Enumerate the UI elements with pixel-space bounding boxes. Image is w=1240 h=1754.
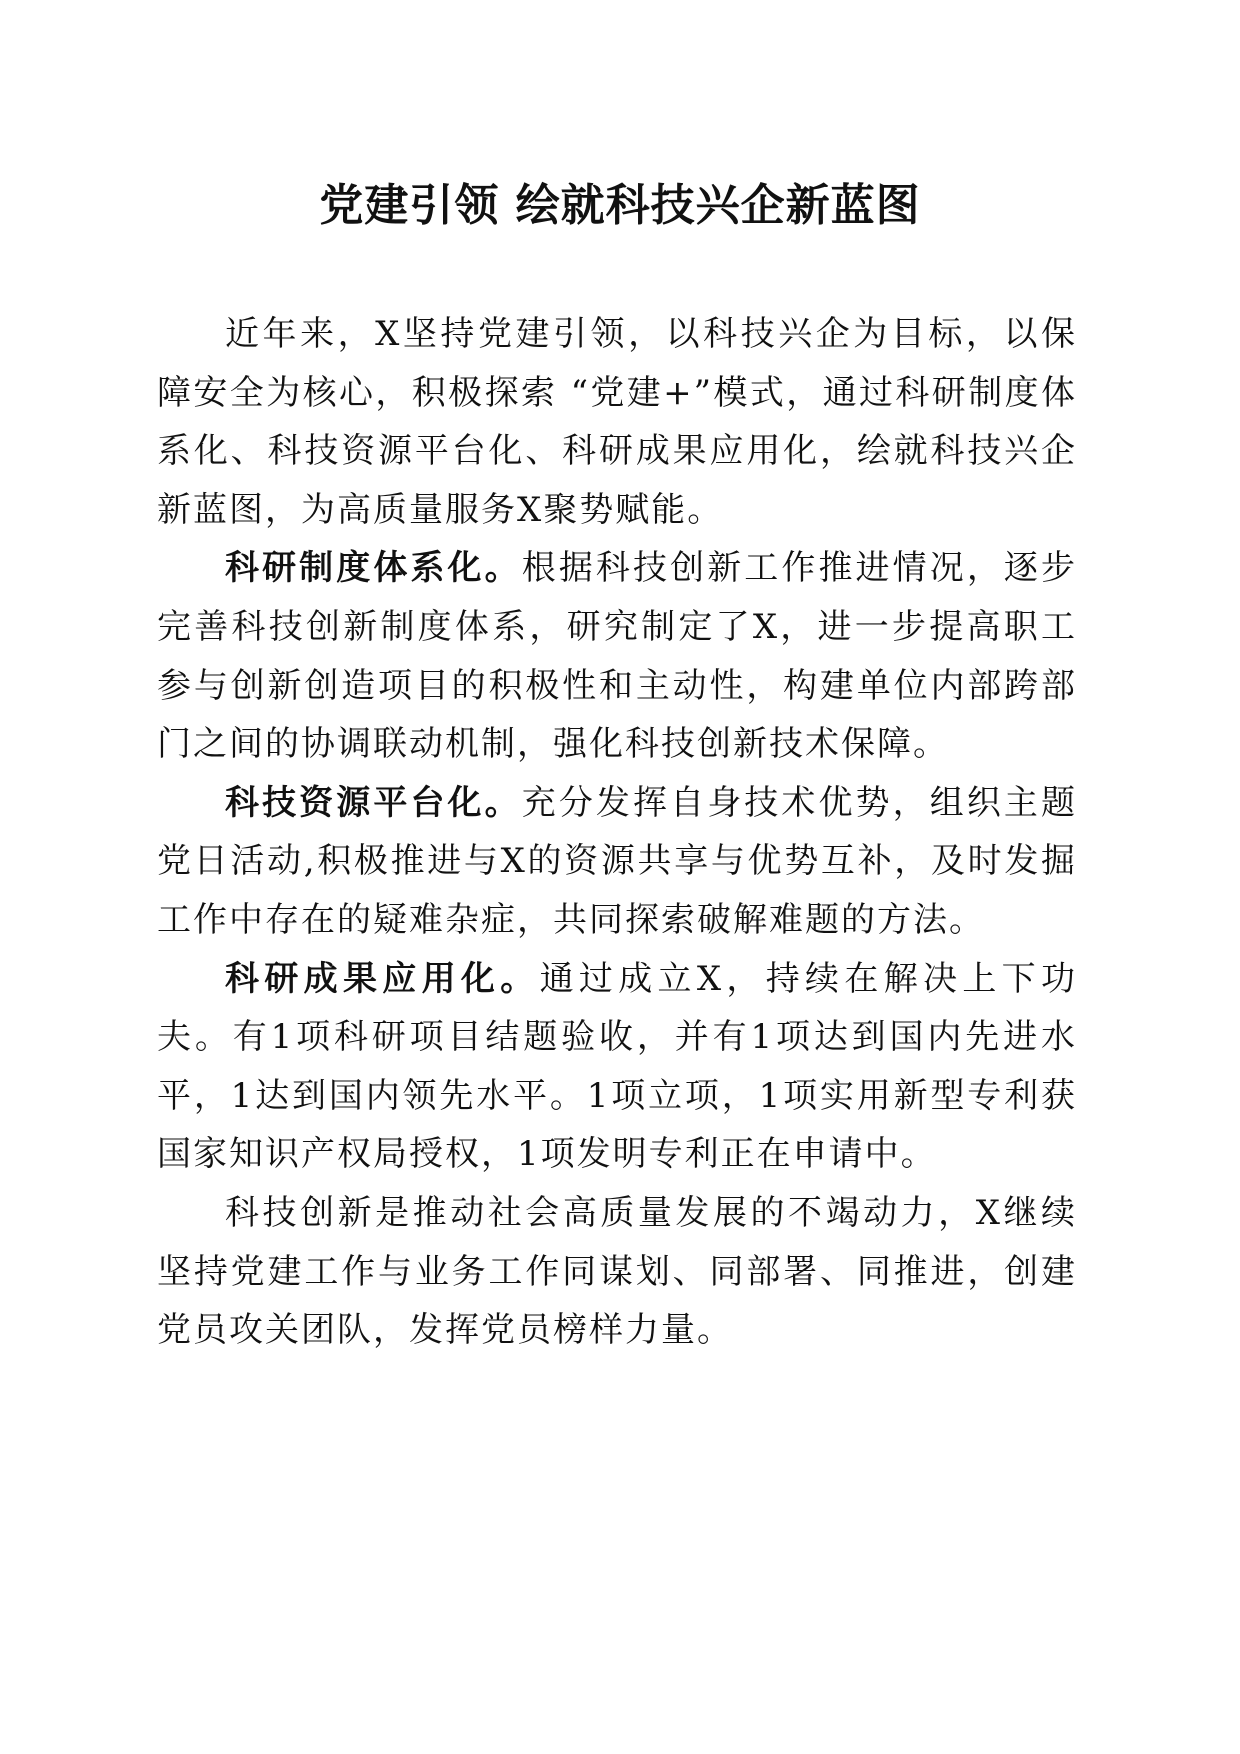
document-body — [157, 305, 1077, 1360]
paragraph-resource-platform — [157, 774, 1077, 950]
paragraph-research-system-text: 根据科技创新工作推进情况，逐步完善科技创新制度体系，研究制定了X，进一步提高职工参与创新创造项目的积极性和主动性，构建单位内部跨部门之间的协调联动机制，强化科技创新技术保障。 — [157, 548, 1078, 765]
paragraph-intro-text: 近年来，X坚持党建引领，以科技兴企为目标，以保障安全为核心，积极探索 “党建+”模式，通过科研制度体系化、科技资源平台化、科研成果应用化，绘就科技兴企新蓝图，为高质量服务X聚势赋能。 — [157, 314, 1077, 530]
paragraph-results-application-heading: 科研成果应用化。 — [225, 958, 540, 999]
paragraph-research-system-heading: 科研制度体系化。 — [225, 548, 522, 589]
paragraph-conclusion-text: 科技创新是推动社会高质量发展的不竭动力，X继续坚持党建工作与业务工作同谋划、同部署、同推进，创建党员攻关团队，发挥党员榜样力量。 — [157, 1192, 1077, 1351]
document-title: 党建引领 绘就科技兴企新蓝图 — [319, 180, 921, 231]
paragraph-resource-platform-heading: 科技资源平台化。 — [225, 782, 522, 823]
paragraph-results-application — [157, 950, 1077, 1184]
paragraph-resource-platform-text: 充分发挥自身技术优势，组织主题党日活动,积极推进与X的资源共享与优势互补，及时发掘工作中存在的疑难杂症，共同探索破解难题的方法。 — [157, 782, 1078, 940]
paragraph-conclusion — [157, 1184, 1077, 1360]
paragraph-research-system — [157, 539, 1077, 773]
paragraph-intro — [157, 305, 1077, 539]
paragraph-results-application-text: 通过成立X，持续在解决上下功夫。有1项科研项目结题验收，并有1项达到国内先进水平，1达到国内领先水平。1项立项，1项实用新型专利获国家知识产权局授权，1项发明专利正在申请中。 — [157, 958, 1077, 1175]
